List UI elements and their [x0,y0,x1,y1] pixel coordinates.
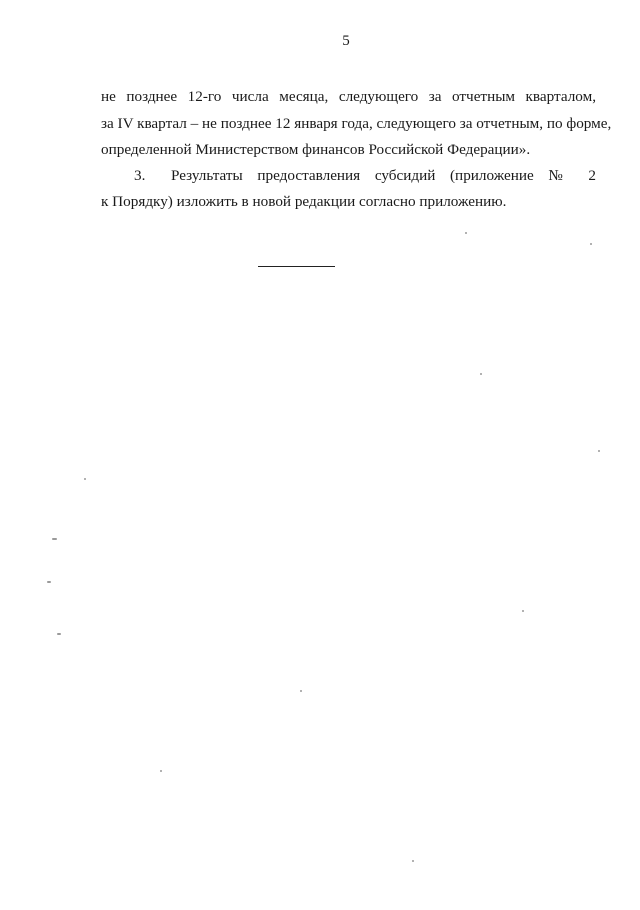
list-item-3 [101,168,596,183]
scan-speck [84,478,86,480]
paragraph-line: не позднее 12-го числа месяца, следующего за отчетным кварталом, [101,88,596,105]
end-separator-line [258,266,335,267]
paragraph-line: к Порядку) изложить в новой редакции согласно приложению. [101,193,507,210]
scan-speck [412,860,414,862]
scan-speck [590,243,592,245]
list-item-number: 3. [134,167,146,184]
paragraph-line: определенной Министерством финансов Российской Федерации». [101,141,531,158]
paragraph-line: за IV квартал – не позднее 12 января года, следующего за отчетным, по форме, [101,115,612,132]
scan-speck [57,633,61,635]
scan-speck [300,690,302,692]
page-number: 5 [342,33,350,49]
scan-speck [598,450,600,452]
scan-speck [522,610,524,612]
scan-speck [47,581,51,583]
scan-speck [465,232,467,234]
scan-speck [52,538,57,540]
list-item-text: Результаты предоставления субсидий (приложение № 2 [171,167,596,184]
scan-speck [480,373,482,375]
scan-speck [160,770,162,772]
